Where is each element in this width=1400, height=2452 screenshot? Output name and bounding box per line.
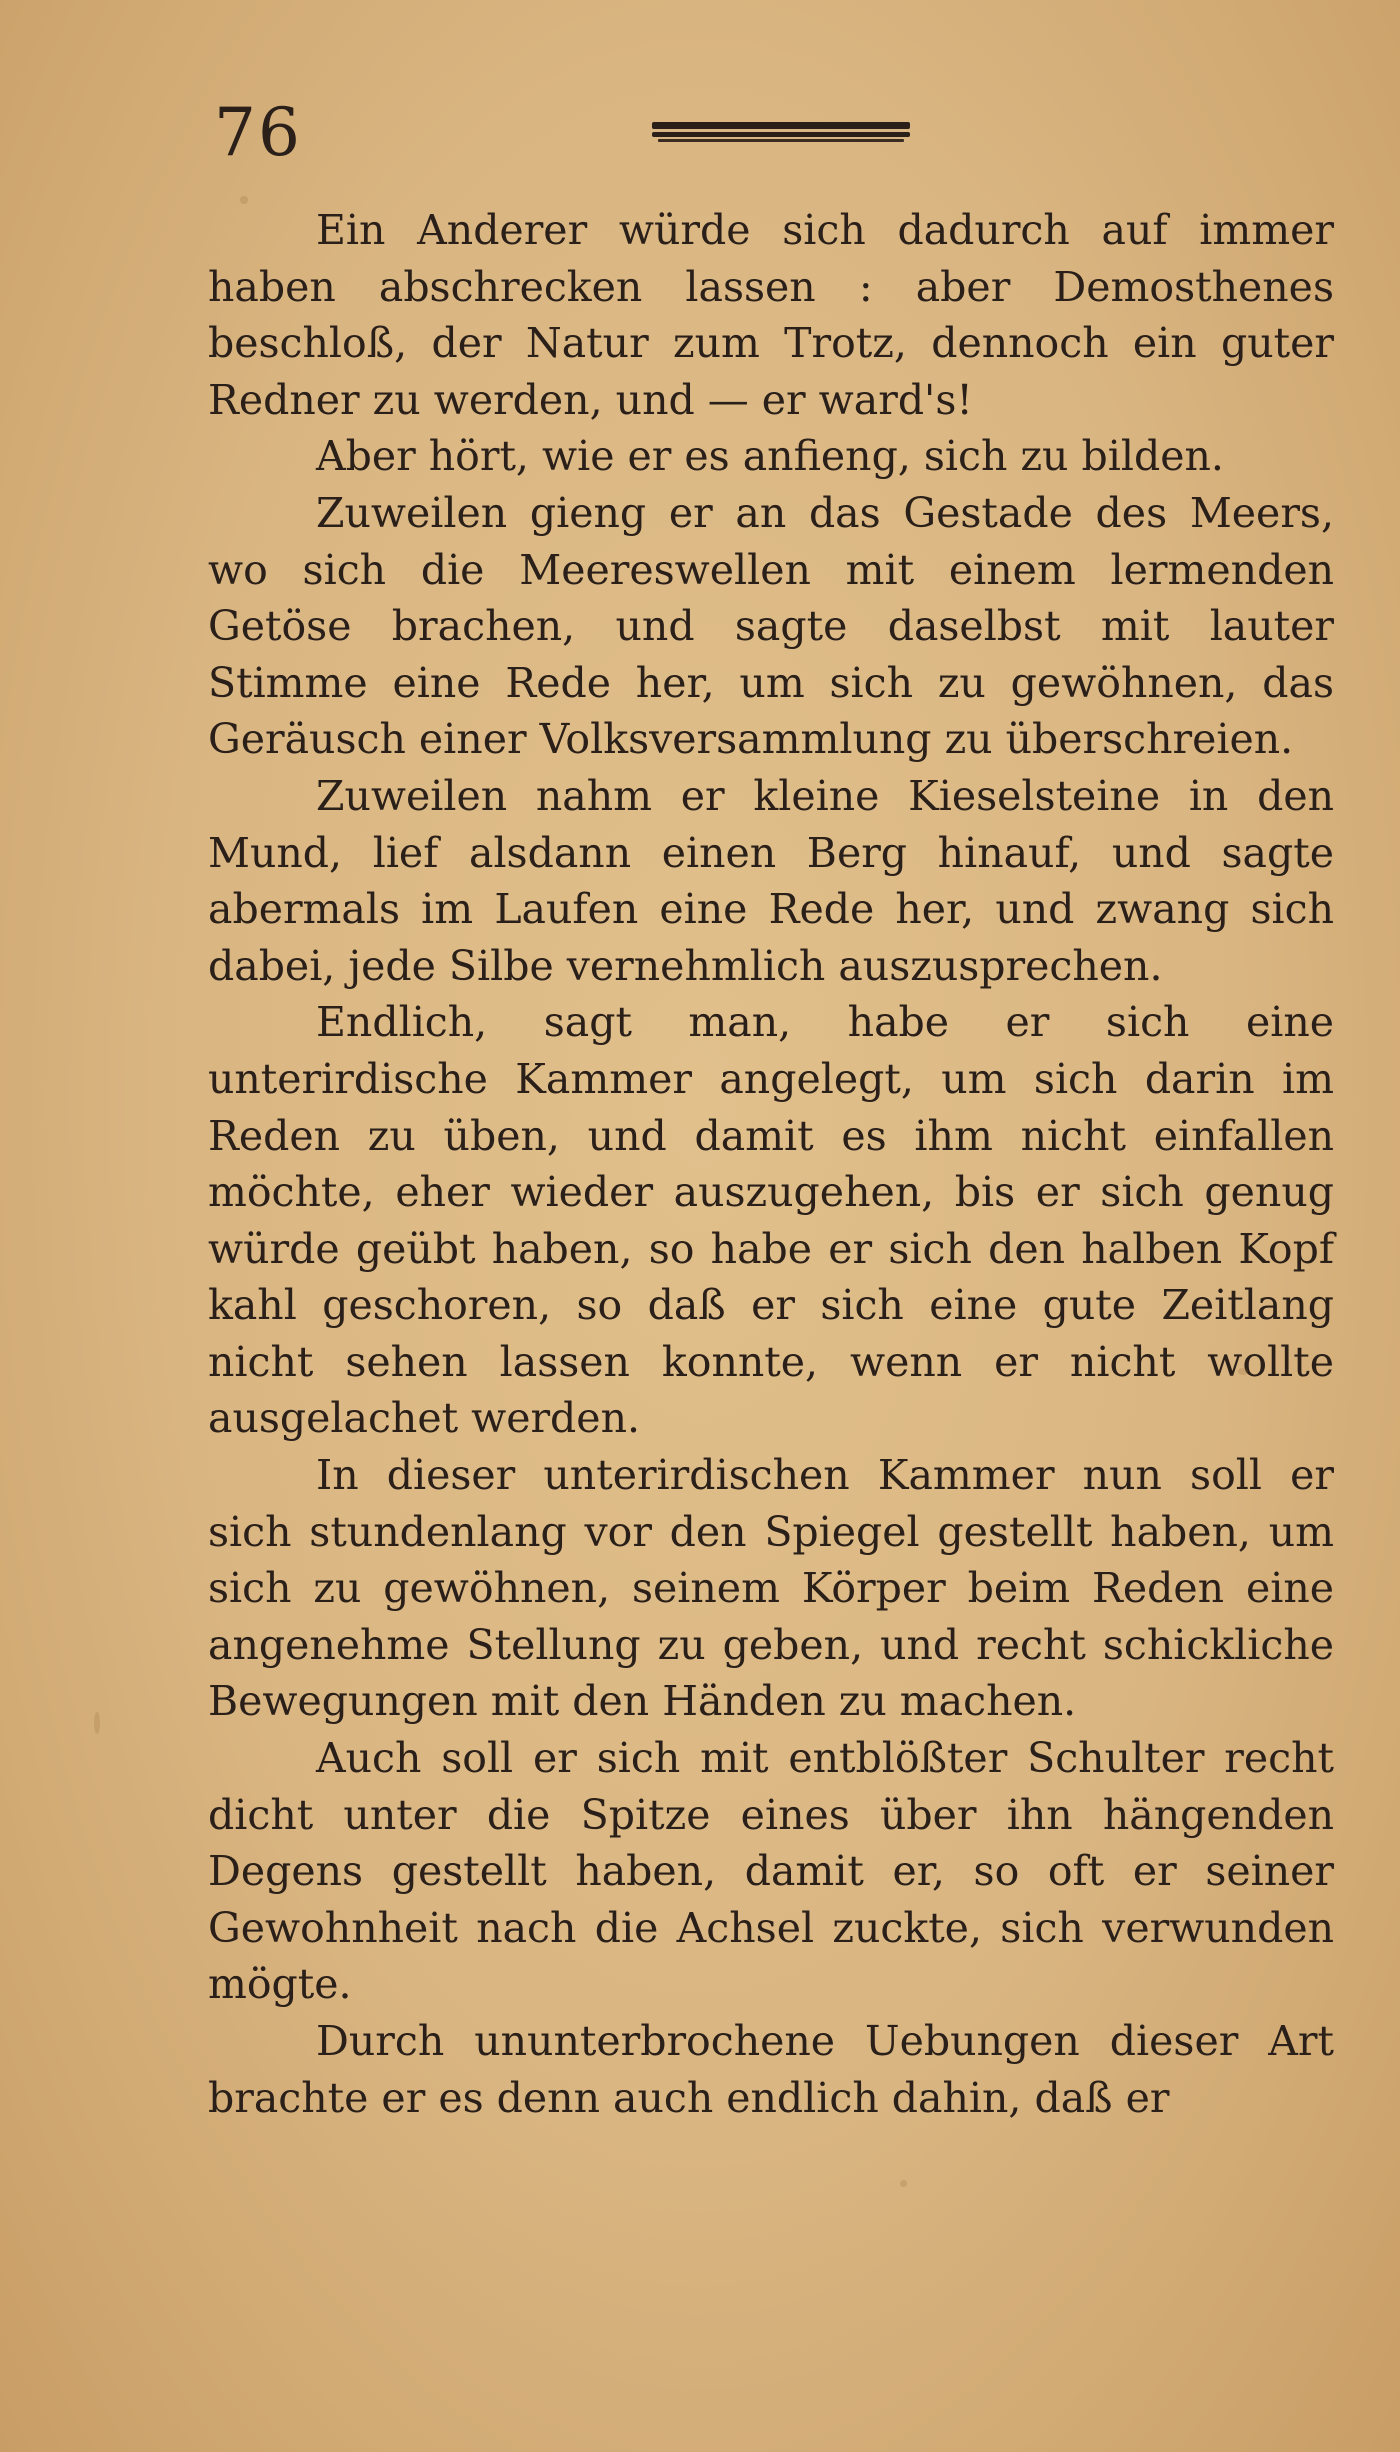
paragraph-4: Zuweilen nahm er kleine Kieselsteine in den Mund, lief alsdann einen Berg hinauf, und sagte abermals im Laufen eine Rede her, und zwang sich dabei, jede Silbe vernehmlich auszusprechen. [208,771,1334,990]
paragraph-5: Endlich, sagt man, habe er sich eine unterirdische Kammer angelegt, um sich darin im Reden zu üben, und damit es ihm nicht einfallen möchte, eher wieder auszugehen, bis er sich genug würde geübt haben, so habe er sich den halben Kopf kahl geschoren, so daß er sich eine gute Zeitlang nicht sehen lassen konnte, wenn er nicht wollte ausgelachet werden. [208,998,1334,1443]
paragraph-3: Zuweilen gieng er an das Gestade des Meers, wo sich die Meereswellen mit einem lermenden Getöse brachen, und sagte daselbst mit lauter Stimme eine Rede her, um sich zu gewöhnen, das Geräusch einer Volksversammlung zu überschreien. [208,488,1334,764]
paper-spot [1238,1368,1248,1375]
body-text [208,202,1334,2126]
paragraph-7: Auch soll er sich mit entblößter Schulter recht dicht unter die Spitze eines über ihn hängenden Degens gestellt haben, damit er, so oft er seiner Gewohnheit nach die Achsel zuckte, sich verwunden mögte. [208,1734,1334,2009]
paragraph-1: Ein Anderer würde sich dadurch auf immer haben abschrecken lassen : aber Demosthenes beschloß, der Natur zum Trotz, dennoch ein guter Redner zu werden, und — er ward's! [208,206,1334,424]
header-ornament-rule [652,118,910,146]
page-number: 76 [214,94,302,171]
paper-spot [94,1712,100,1734]
paragraph-2: Aber hört, wie er es anfieng, sich zu bilden. [316,432,1224,481]
paragraph-6: In dieser unterirdischen Kammer nun soll er sich stundenlang vor den Spiegel gestellt haben, um sich zu gewöhnen, seinem Körper beim Reden eine angenehme Stellung zu geben, und recht schickliche Bewegungen mit den Händen zu machen. [208,1451,1334,1726]
paper-spot [900,2180,907,2187]
paper-spot [240,196,248,204]
paragraph-8: Durch ununterbrochene Uebungen dieser Art brachte er es denn auch endlich dahin, daß er [208,2017,1334,2122]
